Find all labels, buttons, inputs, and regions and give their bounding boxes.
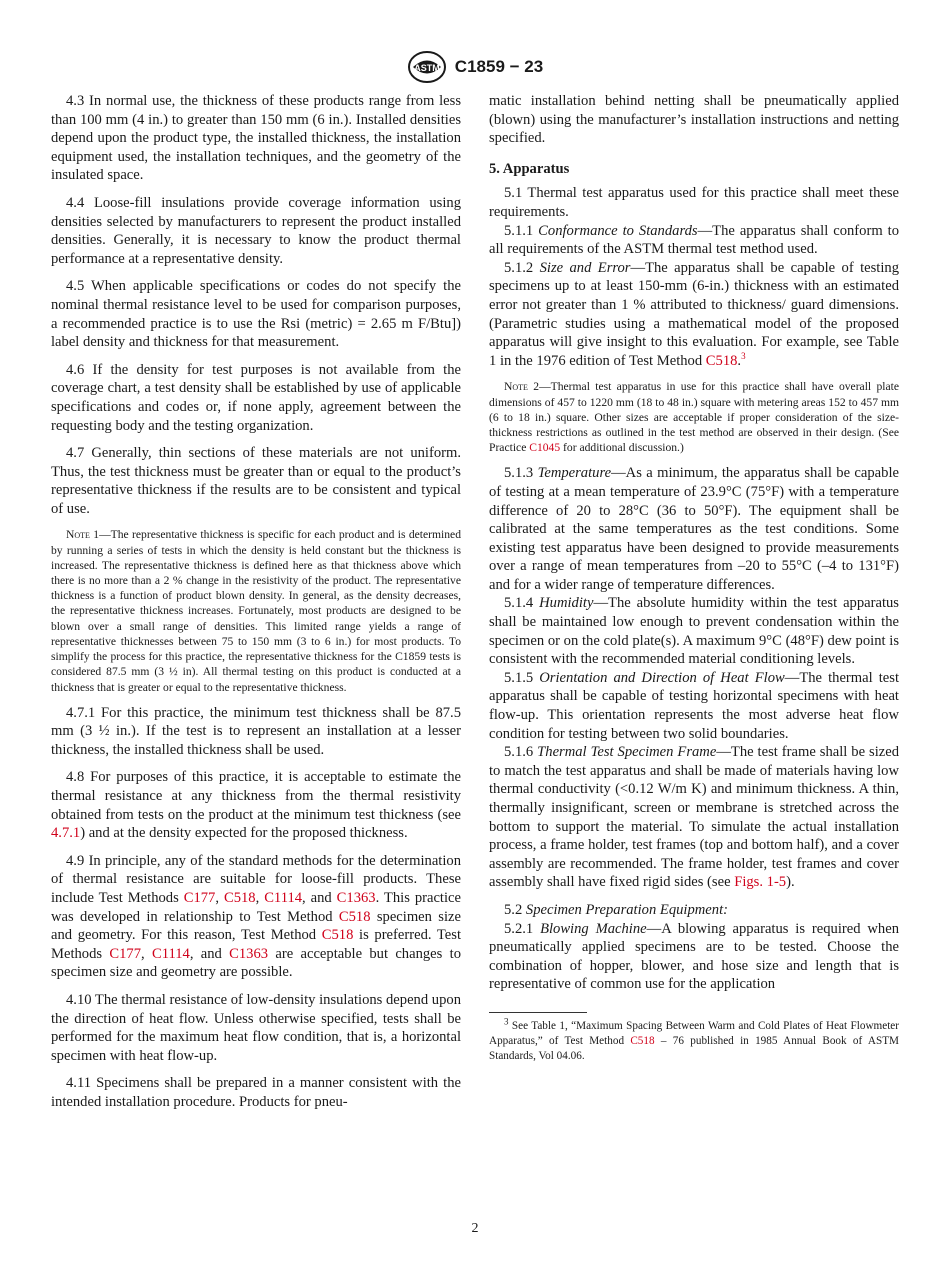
para-number: 5.1.1: [504, 222, 539, 239]
sep: ,: [141, 945, 152, 962]
footnote-divider: [489, 1012, 587, 1013]
para-number: 5.1.6: [504, 744, 538, 761]
left-column: [51, 92, 461, 1112]
link-c177[interactable]: C177: [109, 945, 142, 962]
link-c518[interactable]: C518: [338, 908, 371, 925]
para-4-7: 4.7 Generally, thin sections of these materials are not uniform. Thus, the test thickness must be greater than or equal to the product’s representative thickness if the results are to be consistent and typical of use.: [51, 445, 461, 517]
para-end: ).: [786, 874, 795, 891]
para-5-2: [489, 901, 899, 920]
para-5-1: 5.1 Thermal test apparatus used for this practice shall meet these requirements.: [489, 185, 899, 220]
link-c518[interactable]: C518: [223, 890, 256, 907]
para-4-4: 4.4 Loose-fill insulations provide coverage information using densities selected by manufacturers to represent the product installed densities. Generally, it is necessary to know the product thermal performance at a representative density.: [51, 194, 461, 267]
link-c1363[interactable]: C1363: [229, 945, 269, 962]
sep: ,: [255, 890, 265, 907]
para-4-11-continued: matic installation behind netting shall be pneumatically applied (blown) using the manufacturer’s installation instructions and netting specified.: [489, 93, 899, 147]
link-c177[interactable]: C177: [183, 890, 216, 907]
footnote-text-b: – 76 published in 1985 Annual Book of ASTM Standards, Vol 04.06.: [489, 1034, 899, 1062]
para-4-9: [51, 852, 461, 982]
link-c1114[interactable]: C1114: [264, 890, 303, 907]
para-5-1-6: [489, 743, 899, 892]
para-number: 5.2: [504, 901, 526, 918]
sep: ,: [215, 890, 224, 907]
para-number: 5.1.3: [504, 465, 538, 482]
link-4-7-1[interactable]: 4.7.1: [51, 825, 81, 842]
para-4-5: 4.5 When applicable specifications or codes do not specify the nominal thermal resistance level to be used for comparison purposes, a recommended practice is to use the Rsi (metric) = 2.65 m F/Btu]) label density and thickness for that measurement.: [51, 278, 461, 351]
note-2-text: —Thermal test apparatus in use for this practice shall have overall plate dimensions of 457 to 1220 mm (18 to 48 in.) square with metering areas 152 to 457 mm (6 to 18 in.) square. Other sizes are acceptable if proper consideration of the size-thickness restrictions as outlined in the test method are observed in their design. (See Practice: [489, 380, 899, 455]
para-end: .: [737, 352, 742, 369]
para-text: —The apparatus shall conform to all requirements of the ASTM thermal test method used.: [489, 222, 899, 258]
para-number: 5.1.5: [504, 669, 540, 686]
para-4-3: 4.3 In normal use, the thickness of these products range from less than 100 mm (4 in.) to greater than 150 mm (6 in.). Installed densities depend upon the product type, the installed thickness, the installation equipment used, the installation techniques, and the geometry of the insulated space.: [51, 93, 461, 184]
footnote-number: 3: [504, 1016, 509, 1027]
link-c1363[interactable]: C1363: [336, 890, 376, 907]
sep: , and: [302, 890, 337, 907]
document-number: C1859 − 23: [454, 57, 544, 76]
note-2: [489, 379, 899, 455]
astm-logo-icon: [407, 50, 447, 84]
link-c518[interactable]: C518: [630, 1034, 655, 1047]
page-number: 2: [471, 1221, 479, 1236]
footnote-3: [489, 1016, 899, 1064]
para-5-1-2: [489, 259, 899, 371]
para-4-9-text-e: are acceptable but changes to specimen size and geometry are possible.: [51, 945, 461, 981]
para-title: Temperature: [537, 465, 612, 482]
para-4-8-text-a: 4.8 For purposes of this practice, it is acceptable to estimate the thermal resistance at any thickness from the thermal resistivity obtained from tests on the product at the minimum test thickness (see: [51, 769, 461, 823]
para-text: —The thermal test apparatus shall be capable of testing horizontal specimens with heat flow-up. This orientation represents the most adverse heat flow condition for testing between two solid boundaries.: [489, 669, 899, 742]
svg-text:ASTM: ASTM: [414, 63, 440, 73]
note-2-label: Note 2: [504, 380, 540, 394]
para-4-9-text-a: 4.9 In principle, any of the standard methods for the determination of thermal resistance are suitable for loose-fill products. These include Test Methods: [51, 852, 461, 907]
para-5-1-4: [489, 594, 899, 668]
para-title: Orientation and Direction of Heat Flow: [539, 669, 785, 686]
para-title: Specimen Preparation Equipment:: [525, 901, 728, 918]
para-title: Humidity: [539, 595, 594, 612]
link-c518[interactable]: C518: [321, 927, 354, 944]
note-1: [51, 527, 461, 694]
para-title: Conformance to Standards: [538, 222, 698, 239]
note-1-label: Note 1: [66, 528, 100, 542]
para-4-9-text-b: . This practice was developed in relationship to Test Method: [51, 890, 462, 925]
para-4-6: 4.6 If the density for test purposes is not available from the coverage chart, a test density shall be established by use of applicable specifications and codes or, if none apply, agreement between the requesting body and the testing organization.: [51, 361, 461, 434]
section-5-heading: 5. Apparatus: [489, 160, 570, 177]
link-figs-1-5[interactable]: Figs. 1-5: [734, 874, 787, 891]
para-title: Size and Error: [539, 259, 631, 276]
para-4-11: 4.11 Specimens shall be prepared in a manner consistent with the intended installation procedure. Products for pneu-: [51, 1075, 461, 1110]
footnote-ref-3[interactable]: 3: [741, 350, 746, 361]
para-4-7-1: 4.7.1 For this practice, the minimum test thickness shall be 87.5 mm (3 ½ in.). If the test is to represent an installation at a lesser thickness, the installed thickness shall be used.: [51, 704, 461, 758]
para-4-9-text-c: specimen size and geometry. For this reason, Test Method: [51, 908, 461, 944]
link-c518[interactable]: C518: [705, 352, 738, 369]
para-5-1-1: [489, 222, 899, 259]
para-number: 5.1.4: [504, 595, 540, 612]
para-4-10: 4.10 The thermal resistance of low-density insulations depend upon the direction of heat flow. Unless otherwise specified, tests shall be performed for the maximum heat flow condition, that is, a horizontal specimen with heat flow-up.: [51, 992, 461, 1064]
para-number: 5.2.1: [504, 920, 541, 937]
para-number: 5.1.2: [504, 259, 540, 276]
footnote-text-a: See Table 1, “Maximum Spacing Between Warm and Cold Plates of Heat Flowmeter Apparatus,” of Test Method: [489, 1019, 899, 1047]
para-text: —The absolute humidity within the test apparatus shall be maintained low enough to prevent condensation within the specimen or on the cold plate(s). A maximum 9°C (48°F) dew point is consistent with the recommended material conditioning levels.: [489, 595, 899, 668]
right-column: [489, 92, 899, 1064]
para-4-8-text-b: ) and at the density expected for the proposed thickness.: [80, 825, 408, 842]
para-title: Blowing Machine: [540, 920, 647, 937]
para-5-1-5: [489, 669, 899, 743]
para-text: —As a minimum, the apparatus shall be capable of testing at a mean temperature of 23.9°C (75°F) with a temperature difference of 20 to 28°C (36 to 50°F). The equipment shall be calibrated at the same temperatures as the test conditions. Some existing test apparatus have been designed to provide measurements over a range of mean temperatures from –20 to 55°C (–4 to 131°F) and for a wider range of temperature differences.: [489, 465, 899, 593]
page-header: [0, 50, 950, 84]
note-2-end: for additional discussion.): [560, 441, 684, 455]
link-c1114[interactable]: C1114: [151, 945, 190, 962]
para-5-1-3: [489, 464, 899, 594]
para-text: —The test frame shall be sized to match the test apparatus and shall be made of materials having low thermal conductivity (<0.12 W/m K) and minimum thickness. A thin, thermally insignificant, screen or membrane is stretched across the bottom to support the material. To simulate the actual installation process, a frame holder, test frames (top and bottom half), and a cover assembly are recommended. The frame holder, test frames and cover assembly shall have fixed rigid sides (see: [489, 744, 900, 891]
link-c1045[interactable]: C1045: [529, 441, 561, 455]
para-5-2-1: [489, 920, 899, 994]
para-4-9-text-d: is preferred. Test Methods: [51, 927, 462, 962]
para-text: —A blowing apparatus is required when pneumatically applied specimens are to be tested. Choose the combination of hopper, blower, and hose size and length that is representative of common use for the application: [489, 920, 899, 993]
para-title: Thermal Test Specimen Frame: [537, 744, 717, 761]
note-1-text: —The representative thickness is specific for each product and is determined by running a series of tests in which the density is held constant but the thickness is increased. The representative thickness is defined here as that thickness above which there is no more than a 2 % change in the resistivity of the product. The representative thickness is a function of product blown density. In general, as the density decreases, the representative thickness increases. Fortunately, most products are designed to be blown over a small range of densities. This limited range yields a range of representative thicknesses between 75 to 150 mm (3 to 6 in.) for most products. To simplify the process for this practice, the representative thickness for the C1859 tests is considered 87.5 mm (3 ½ in). All thermal testing on this product is conducted at a thickness that is greater or equal to the representative thickness.: [51, 528, 461, 694]
sep: , and: [189, 945, 230, 962]
para-text: —The apparatus shall be capable of testing specimens up to at least 150-mm (6-in.) thickness with an estimated error not greater than 1 % attributed to thickness/ guard dimensions. (Parametric studies using a mathematical model of the proposed apparatus will give insight to this evaluation. For example, see Table 1 in the 1976 edition of Test Method: [489, 259, 899, 369]
para-4-8: [51, 768, 461, 842]
